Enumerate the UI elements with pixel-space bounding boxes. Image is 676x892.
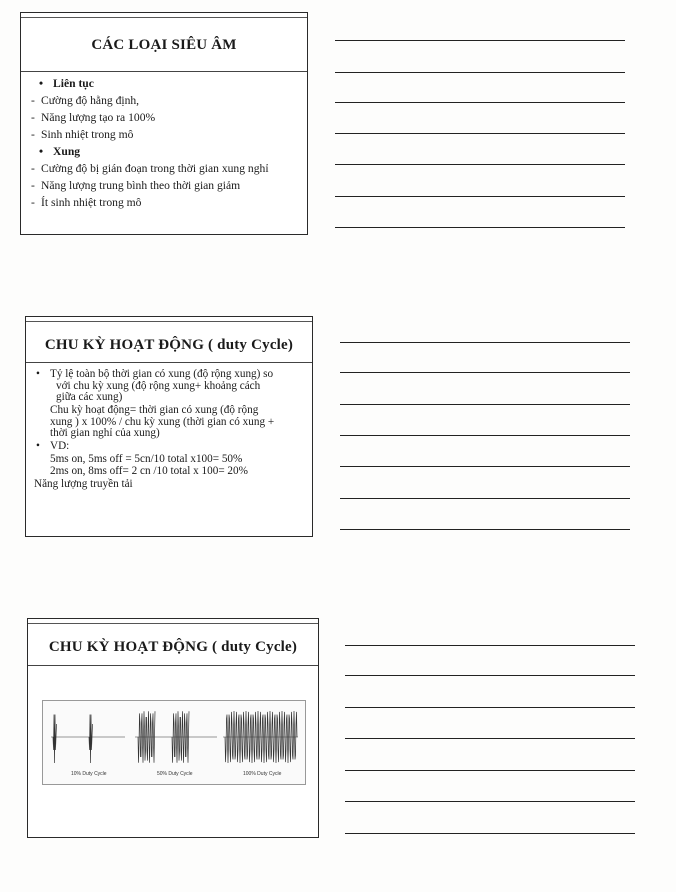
slide-1	[20, 12, 308, 235]
note-line	[345, 738, 635, 739]
slide-2	[25, 316, 313, 537]
slide-top-line	[21, 17, 307, 18]
title-divider	[26, 362, 312, 363]
dash-item: - Năng lượng trung bình theo thời gian giảm	[31, 177, 269, 194]
bullet-heading: • Liên tục	[31, 75, 269, 92]
pulse-burst	[225, 711, 297, 763]
note-line	[340, 342, 630, 343]
slide-top-line	[28, 623, 318, 624]
caption-50-duty-cycle: 50% Duty Cycle	[157, 771, 193, 777]
note-line	[335, 196, 625, 197]
duty-cycle-figure	[42, 700, 306, 785]
slide-top-line	[26, 321, 312, 322]
dash-item: - Ít sinh nhiệt trong mô	[31, 194, 269, 211]
title-divider	[21, 71, 307, 72]
note-line	[345, 770, 635, 771]
body-line: Năng lượng truyền tải	[34, 477, 133, 490]
slide-3	[27, 618, 319, 838]
note-line	[335, 164, 625, 165]
slide-title: CHU KỲ HOẠT ĐỘNG ( duty Cycle)	[48, 639, 298, 655]
body-line: 2ms on, 8ms off= 2 cn /10 total x 100= 20%	[50, 464, 248, 477]
body-line: xung ) x 100% / chu kỳ xung (thời gian có xung +	[50, 415, 275, 428]
dash-item: - Cường độ bị gián đoạn trong thời gian xung nghỉ	[31, 160, 269, 177]
body-line: • VD:	[34, 441, 274, 453]
note-line	[335, 72, 625, 73]
slide-body	[34, 369, 274, 490]
note-line	[340, 372, 630, 373]
note-line	[335, 227, 625, 228]
body-line: 5ms on, 5ms off = 5cn/10 total x100= 50%	[50, 453, 243, 465]
duty-cycle-waveforms	[43, 701, 305, 771]
dash-item: - Năng lượng tạo ra 100%	[31, 109, 269, 126]
body-line: • Tỷ lệ toàn bộ thời gian có xung (độ rộng xung) so	[34, 369, 274, 381]
slide-title: CÁC LOẠI SIÊU ÂM	[91, 37, 237, 53]
note-line	[335, 133, 625, 134]
pulse-burst	[53, 714, 57, 763]
pulse-burst	[172, 711, 189, 762]
note-line	[345, 675, 635, 676]
note-line	[340, 435, 630, 436]
note-line	[335, 102, 625, 103]
note-line	[345, 801, 635, 802]
note-line	[340, 404, 630, 405]
dash-item: - Sinh nhiệt trong mô	[31, 126, 269, 143]
title-divider	[28, 665, 318, 666]
note-line	[345, 645, 635, 646]
note-line	[335, 40, 625, 41]
body-line: Chu kỳ hoạt động= thời gian có xung (độ rộng	[50, 404, 259, 416]
slide-body	[31, 75, 269, 211]
slide-title: CHU KỲ HOẠT ĐỘNG ( duty Cycle)	[44, 337, 294, 353]
note-line	[340, 529, 630, 530]
caption-100-duty-cycle: 100% Duty Cycle	[243, 771, 282, 777]
note-line	[345, 833, 635, 834]
pulse-burst	[138, 711, 155, 762]
caption-10-duty-cycle: 10% Duty Cycle	[71, 771, 107, 777]
body-line: với chu kỳ xung (độ rộng xung+ khoảng cách	[56, 379, 261, 392]
body-line: thời gian nghỉ của xung)	[50, 427, 160, 439]
pulse-burst	[89, 714, 93, 763]
body-line: giữa các xung)	[56, 391, 123, 403]
dash-item: - Cường độ hằng định,	[31, 92, 269, 109]
note-line	[345, 707, 635, 708]
note-line	[340, 466, 630, 467]
note-line	[340, 498, 630, 499]
bullet-heading: • Xung	[31, 143, 269, 160]
